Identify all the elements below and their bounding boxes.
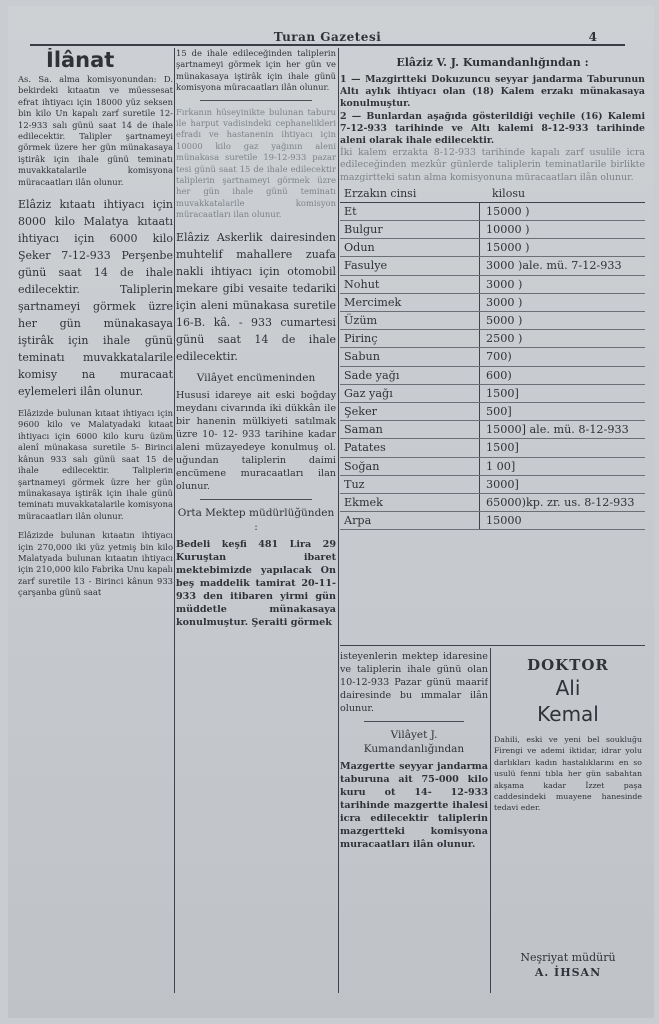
section-heading: İlânat bbox=[46, 48, 115, 72]
notice-text: 15 de ihale edileceğinden taliplerin şartnameyi görmek için her gün ve münakasaya iştirâk için ihale günü komisyona müracaatları ilân olunur. bbox=[176, 48, 336, 93]
column-rule bbox=[490, 648, 491, 993]
notice-text: 2 — Bunlardan aşağıda gösterildiği veçhile (16) Kalemi 7-12-933 tarihinde ve Altı kalemi 8-12-933 tarihinde aleni olarak ihale edilecektir. bbox=[340, 110, 645, 147]
table-cell-qty: 15000] ale. mü. 8-12-933 bbox=[486, 423, 629, 437]
table-cell-item: Pirinç bbox=[340, 330, 480, 347]
table-cell-item: Saman bbox=[340, 421, 480, 438]
table-cell-qty: 15000 ) bbox=[486, 241, 530, 255]
newspaper-title: Turan Gazetesi bbox=[273, 30, 382, 44]
table-row bbox=[340, 239, 645, 257]
table-cell-qty: 1500] bbox=[486, 441, 519, 455]
notice-text: Elâziz kıtaatı ihtiyacı için 8000 kilo Malatya kıtaatı ihtiyacı için 6000 kilo Şeker 7-12-933 Perşenbe günü saat 14 de ihale edilecektir. Taliplerin şartnameyi görmek üzre her gün münakasaya iştirâk için ihale günü teminatı muvakkatalarile komisy na muracaat eylemeleri ilân olunur. bbox=[18, 198, 173, 399]
table-row bbox=[340, 458, 645, 476]
table-row bbox=[340, 367, 645, 385]
table-cell-item: Bulgur bbox=[340, 221, 480, 238]
notice-text: İki kalem erzakta 8-12-933 tarihinde kapalı zarf usulile icra edileceğinden mezkûr günlerde taliplerin teminatlarile birlikte mazgirtteki satın alma komisyonuna müracaatları ilân olunur. bbox=[340, 147, 645, 183]
table-row bbox=[340, 421, 645, 439]
table-row bbox=[340, 221, 645, 239]
notice-heading: Vilâyet encümeninden bbox=[196, 371, 316, 384]
column-1 bbox=[18, 48, 173, 993]
doctor-ad bbox=[494, 656, 642, 726]
table-row bbox=[340, 476, 645, 494]
table-cell-qty: 15000 ) bbox=[486, 204, 530, 218]
table-row bbox=[340, 330, 645, 348]
table-cell-item: Üzüm bbox=[340, 312, 480, 329]
table-cell-item: Gaz yağı bbox=[340, 385, 480, 402]
publisher-label: Neşriyat müdürü bbox=[520, 951, 616, 964]
table-cell-qty: 1 00] bbox=[486, 459, 516, 473]
table-cell-qty: 3000 ) bbox=[486, 295, 523, 309]
notice-heading: Orta Mektep müdürlüğünden : bbox=[177, 506, 335, 533]
table-cell-item: Ekmek bbox=[340, 494, 480, 511]
column-2 bbox=[176, 48, 336, 993]
column-3 bbox=[340, 55, 645, 635]
table-cell-qty: 3000 )ale. mü. 7-12-933 bbox=[486, 259, 622, 273]
notice-text: Elâzizde bulunan kıtaatın ihtiyacı için 270,000 iki yüz yetmiş bin kilo Malatyada bulunan kıtaatın ihtiyacı için 210,000 kilo Fabrika Unu kapalı zarf suretile 13 - Birinci kânun 933 çarşanba günü saat bbox=[18, 530, 173, 598]
table-row bbox=[340, 512, 645, 530]
notice-text: Fırkanın hüseyinikte bulunan taburu ile harput vadisindeki cephanelikleri efradı ve hastanenin ihtiyacı için 10000 kilo gaz yağının aleni münakasa suretile 19-12-933 pazar tesi günü saat 15 de ihale edilecektir taliplerin şartnameyi görmek üzre her gün ihale günü teminatı muvakkatalarile komisyon müracaatları ilan olunur. bbox=[176, 106, 336, 220]
table-row bbox=[340, 276, 645, 294]
table-cell-item: Soğan bbox=[340, 458, 480, 475]
column-5 bbox=[494, 650, 642, 990]
table-row bbox=[340, 494, 645, 512]
table-cell-qty: 65000)kp. zr. us. 8-12-933 bbox=[486, 496, 635, 510]
notice-text: Elâzizde bulunan kıtaat ihtiyacı için 9600 kilo ve Malatyadaki kıtaat ihtiyacı için 6000 kilo kuru üzüm alenî münakasa suretile 5- Birinci kânun 933 salı günü saat 15 de ihale edilecektir. Taliplerin şartnameyi görmek üzre her gün münakasaya iştirâk için ihale günü teminatı muvakkatalarile komisyona müracaatları ilân olunur. bbox=[18, 408, 173, 521]
table-cell-item: Fasulye bbox=[340, 257, 480, 274]
doctor-ad-text: Dahili, eski ve yeni bel soukluğu Firengi ve ademi iktidar, idrar yolu darlıkları kadın hastalıklarını en so usulü fenni tıbla her gün sabahtan akşama kadar İzzet paşa caddesindeki muayene hanesinde tedavi eder. bbox=[494, 735, 642, 813]
publisher-credit bbox=[494, 950, 642, 980]
table-cell-qty: 2500 ) bbox=[486, 332, 523, 346]
doctor-label: DOKTOR bbox=[527, 656, 609, 674]
divider bbox=[200, 100, 312, 101]
table-cell-item: Mercimek bbox=[340, 294, 480, 311]
notice-text: Bedeli keşfi 481 Lira 29 Kuruştan ibaret mektebimizde yapılacak On beş maddelik tamirat 20-11-933 den itibaren yirmi gün müddetle münakasaya konulmuştur. Şeraiti görmek bbox=[176, 538, 336, 628]
table-row bbox=[340, 403, 645, 421]
table-cell-item: Patates bbox=[340, 439, 480, 456]
table-cell-qty: 700) bbox=[486, 350, 512, 364]
notice-text: isteyenlerin mektep idaresine ve taliplerin ihale günü olan 10-12-933 Pazar günü maarif dairesinde bu ımmalar ilân olunur. bbox=[340, 651, 488, 714]
page-number: 4 bbox=[588, 30, 597, 44]
table-header-item: Erzakın cinsi bbox=[344, 186, 417, 200]
table-cell-qty: 3000] bbox=[486, 477, 519, 491]
table-cell-qty: 15000 bbox=[486, 514, 522, 528]
table-cell-qty: 5000 ) bbox=[486, 314, 523, 328]
notice-heading: Elâziz V. J. Kumandanlığından : bbox=[396, 56, 589, 69]
table-cell-item: Şeker bbox=[340, 403, 480, 420]
notice-text: 1 — Mazgirtteki Dokuzuncu seyyar jandarma Taburunun Altı aylık ihtiyacı olan (18) Kalem erzakı münakasaya konulmuştur. bbox=[340, 74, 645, 110]
table-cell-item: Tuz bbox=[340, 476, 480, 493]
table-row bbox=[340, 203, 645, 221]
table-row bbox=[340, 312, 645, 330]
table-cell-item: Et bbox=[340, 203, 480, 220]
table-row bbox=[340, 257, 645, 275]
table-cell-item: Nohut bbox=[340, 276, 480, 293]
table-cell-qty: 1500] bbox=[486, 386, 519, 400]
table-cell-qty: 10000 ) bbox=[486, 223, 530, 237]
publisher-name: A. İHSAN bbox=[534, 966, 602, 979]
table-cell-item: Sade yağı bbox=[340, 367, 480, 384]
table-cell-item: Odun bbox=[340, 239, 480, 256]
doctor-last-name: Kemal bbox=[537, 702, 599, 726]
table-row bbox=[340, 348, 645, 366]
column-4 bbox=[340, 650, 488, 990]
divider bbox=[200, 499, 312, 500]
table-row bbox=[340, 439, 645, 457]
table-row bbox=[340, 294, 645, 312]
masthead bbox=[30, 30, 625, 46]
notice-text: Hususi idareye ait eski boğday meydanı civarında iki dükkân ile bir hanenin mülkiyeti satılmak üzre 10- 12- 933 tarihine kadar aleni müzayedeye konulmuş ol. uğundan taliplerin daimi encümene muracaatları ilan olunur. bbox=[176, 389, 336, 492]
notice-text: As. Sa. alma komisyonundan: D. bekirdeki kıtaatın ve müessesat efrat ihtiyacı için 18000 yüz seksen bin kilo Un kapalı zarf suretile 12-12-933 salı günü saat 14 de ihale edilecektir. Talipler şartnameyi görmek üzere her gün münakasaya iştirâk için ihale günü teminatı muvakkatalarile komisyona müracaatları ilân olunur. bbox=[18, 74, 173, 187]
notice-text: Mazgertte seyyar jandarma taburuna ait 75-000 kilo kuru ot 14- 12-933 tarihinde mazgertte ihalesi icra edilecektir taliplerin mazgertteki komisyona muracaatları ilân olunur. bbox=[340, 761, 488, 850]
column-rule bbox=[174, 48, 175, 993]
table-header bbox=[340, 186, 645, 203]
table-cell-qty: 600) bbox=[486, 368, 512, 382]
doctor-first-name: Ali bbox=[555, 676, 581, 700]
table-row bbox=[340, 385, 645, 403]
column-rule bbox=[338, 48, 339, 993]
divider bbox=[364, 721, 464, 722]
notice-text: Elâziz Askerlik dairesinden muhtelif mahallere zuafa nakli ihtiyacı için otomobil mekare gibi vesaite tedariki için aleni münakasa suretile 16-B. kâ. - 933 cumartesi günü saat 14 de ihale edilecektir. bbox=[176, 230, 336, 363]
provisions-table bbox=[340, 203, 645, 531]
section-rule bbox=[340, 645, 645, 646]
table-cell-item: Arpa bbox=[340, 512, 480, 529]
table-header-qty: kilosu bbox=[492, 186, 526, 200]
table-cell-qty: 500] bbox=[486, 405, 512, 419]
notice-heading: Vilâyet J. Kumandanlığından bbox=[363, 729, 465, 755]
table-cell-qty: 3000 ) bbox=[486, 277, 523, 291]
table-cell-item: Sabun bbox=[340, 348, 480, 365]
